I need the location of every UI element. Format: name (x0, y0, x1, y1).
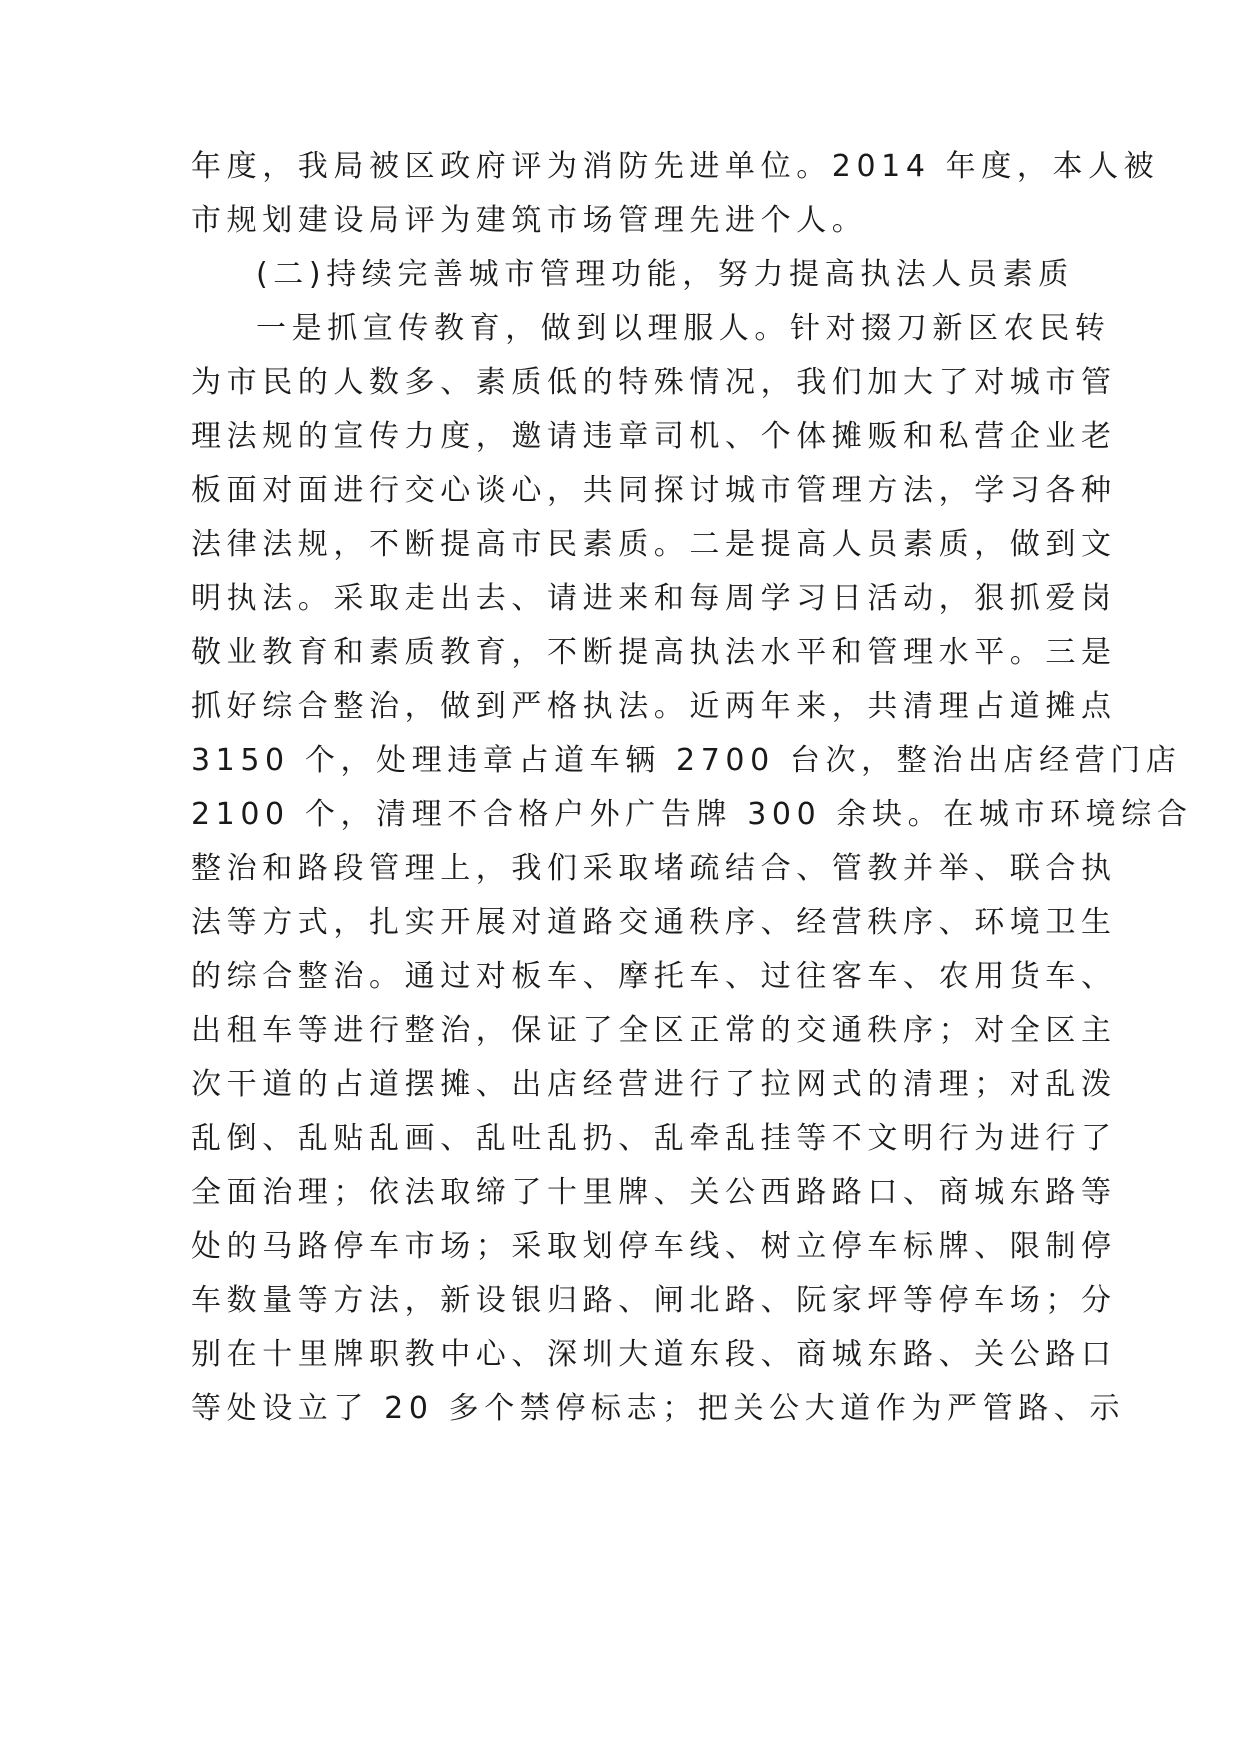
text-line: 板面对面进行交心谈心，共同探讨城市管理方法，学习各种 (191, 473, 1117, 508)
text-line: 市规划建设局评为建筑市场管理先进个人。 (191, 203, 868, 238)
text-line: 等处设立了 20 多个禁停标志；把关公大道作为严管路、示 (191, 1391, 1126, 1426)
text-line: 整治和路段管理上，我们采取堵疏结合、管教并举、联合执 (191, 851, 1117, 886)
paragraph-first-line: 一是抓宣传教育，做到以理服人。针对掇刀新区农民转 (256, 311, 1111, 346)
text-line: 别在十里牌职教中心、深圳大道东段、商城东路、关公路口 (191, 1337, 1117, 1372)
text-line: 理法规的宣传力度，邀请违章司机、个体摊贩和私营企业老 (191, 419, 1117, 454)
text-line: 次干道的占道摆摊、出店经营进行了拉网式的清理；对乱泼 (191, 1067, 1117, 1102)
text-line: 3150 个，处理违章占道车辆 2700 台次，整治出店经营门店 (191, 743, 1182, 778)
text-line: 全面治理；依法取缔了十里牌、关公西路路口、商城东路等 (191, 1175, 1117, 1210)
text-line: 法等方式，扎实开展对道路交通秩序、经营秩序、环境卫生 (191, 905, 1117, 940)
text-line: 车数量等方法，新设银归路、闸北路、阮家坪等停车场；分 (191, 1283, 1117, 1318)
text-line: 法律法规，不断提高市民素质。二是提高人员素质，做到文 (191, 527, 1117, 562)
text-line: 处的马路停车市场；采取划停车线、树立停车标牌、限制停 (191, 1229, 1117, 1264)
text-line: 敬业教育和素质教育，不断提高执法水平和管理水平。三是 (191, 635, 1117, 670)
section-heading: (二)持续完善城市管理功能，努力提高执法人员素质 (256, 257, 1074, 292)
text-line: 出租车等进行整治，保证了全区正常的交通秩序；对全区主 (191, 1013, 1117, 1048)
text-line: 乱倒、乱贴乱画、乱吐乱扔、乱牵乱挂等不文明行为进行了 (191, 1121, 1117, 1156)
text-line: 2100 个，清理不合格户外广告牌 300 余块。在城市环境综合 (191, 797, 1193, 832)
text-line: 为市民的人数多、素质低的特殊情况，我们加大了对城市管 (191, 365, 1117, 400)
text-line: 明执法。采取走出去、请进来和每周学习日活动，狠抓爱岗 (191, 581, 1117, 616)
text-line: 抓好综合整治，做到严格执法。近两年来，共清理占道摊点 (191, 689, 1117, 724)
text-line: 的综合整治。通过对板车、摩托车、过往客车、农用货车、 (191, 959, 1117, 994)
text-line: 年度，我局被区政府评为消防先进单位。2014 年度，本人被 (191, 149, 1160, 184)
